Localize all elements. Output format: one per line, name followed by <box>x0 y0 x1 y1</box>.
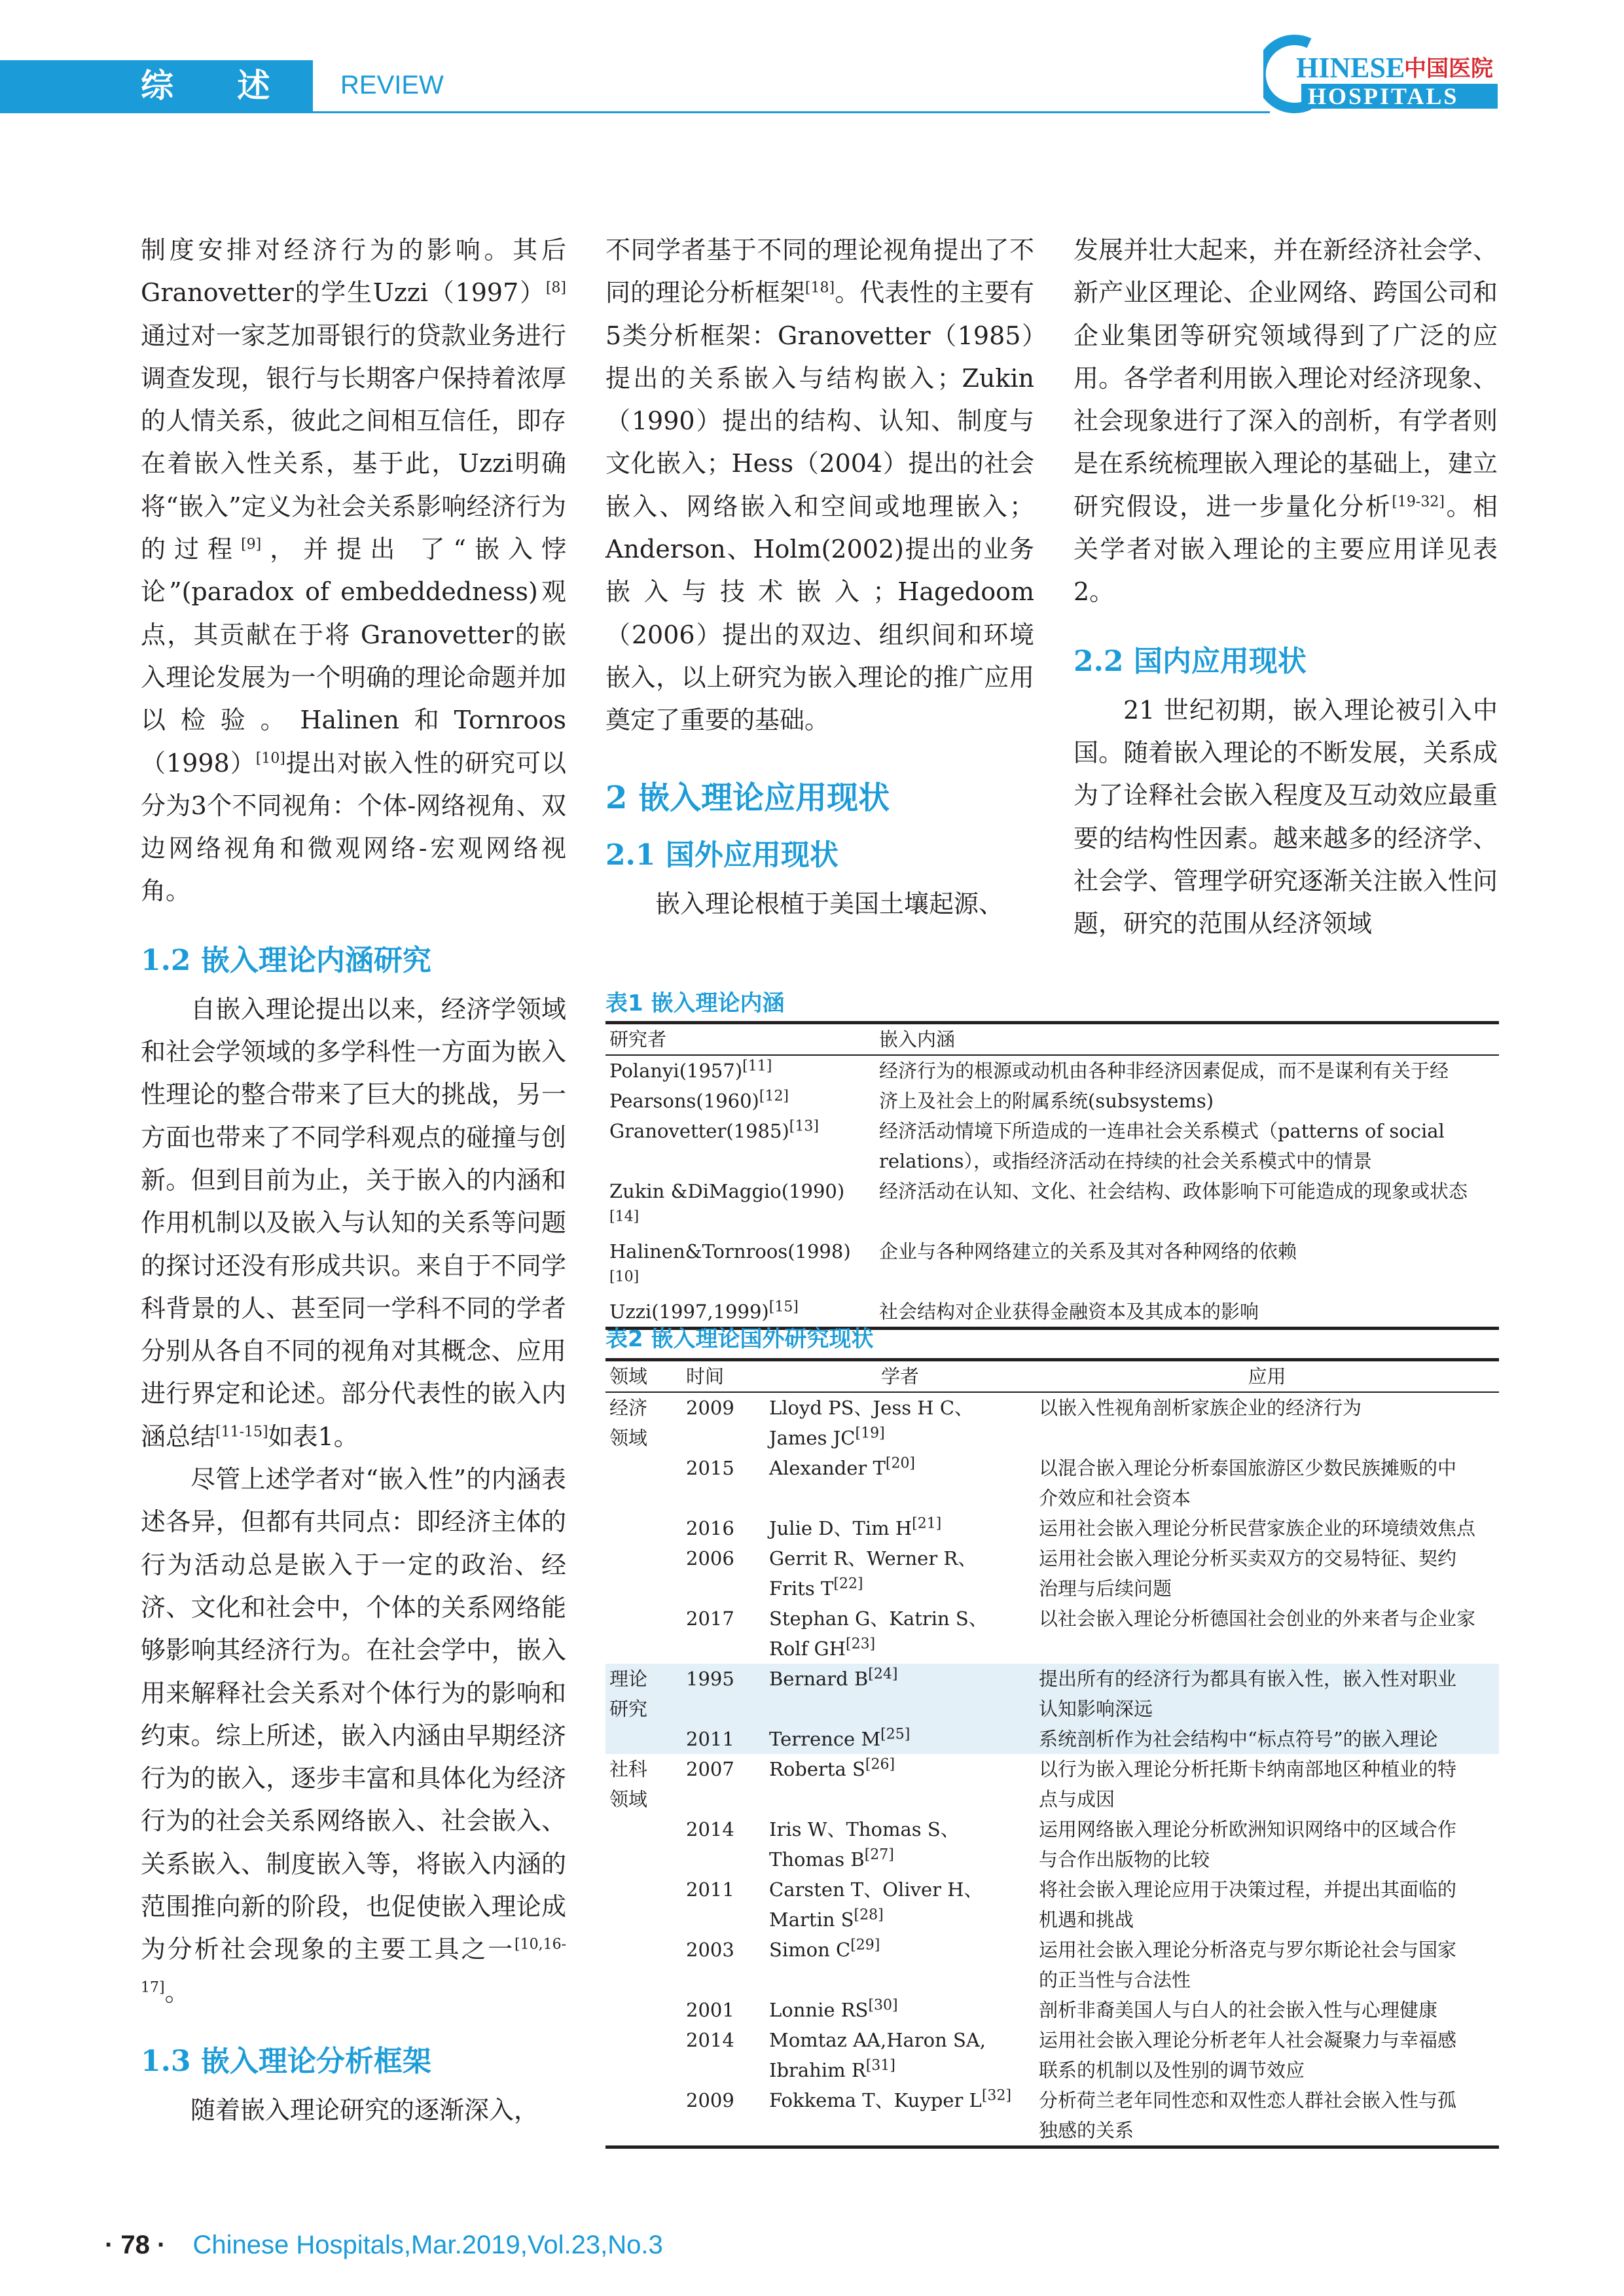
table-cell-field <box>605 1604 682 1634</box>
table-row <box>605 1754 1499 1784</box>
table-cell-meaning: 社会结构对企业获得金融资本及其成本的影响 <box>879 1300 1259 1323</box>
table-cell-application: 以嵌入性视角剖析家族企业的经济行为 <box>1039 1397 1362 1419</box>
table-cell-year: 2001 <box>686 1999 734 2021</box>
table-cell-field <box>605 1965 682 1995</box>
table-cell-scholar: Simon C[29] <box>769 1937 880 1961</box>
table-cell-meaning: relations），或指经济活动在持续的社会关系模式中的情景 <box>879 1150 1373 1172</box>
logo-text-cn: 中国医院 <box>1404 56 1493 82</box>
table-header: 时间 <box>682 1360 765 1393</box>
table-cell-year <box>682 1784 765 1814</box>
table-cell-scholar: Frits T[22] <box>769 1575 863 1600</box>
paragraph: 不同学者基于不同的理论视角提出了不同的理论分析框架[18]。代表性的主要有5类分析框架：Granovetter（1985）提出的关系嵌入与结构嵌入；Zukin（1990）提出的结构、认知、制度与文化嵌入；Hess（2004）提出的社会嵌入、网络嵌入和空间或地理嵌入；Anderson、Holm(2002)提出的业务嵌入与技术嵌入；Hagedoom（2006）提出的双边、组织间和环境嵌入，以上研究为嵌入理论的推广应用奠定了重要的基础。 <box>605 236 1034 735</box>
table-row <box>605 1844 1499 1874</box>
table-cell-application: 以混合嵌入理论分析泰国旅游区少数民族摊贩的中 <box>1039 1457 1457 1479</box>
paragraph: 制度安排对经济行为的影响。其后Granovetter的学生Uzzi（1997）[8]通过对一家芝加哥银行的贷款业务进行调查发现，银行与长期客户保持着浓厚的人情关系，彼此之间相互信任，即存在着嵌入性关系，基于此，Uzzi明确将“嵌入”定义为社会关系影响经济行为的过程[9]，并提出 了“嵌入悖论”(paradox of embeddedness)观点，其贡献在于将 Granovetter的嵌入理论发展为一个明确的理论命题并加以检验。Halinen和Tornroos（1998）[10]提出对嵌入性的研究可以分为3个不同视角：个体-网络视角、双边网络视角和微观网络-宏观网络视角。 <box>141 236 566 906</box>
table-row <box>605 1935 1499 1965</box>
table-cell-field <box>605 2115 682 2147</box>
table-cell-field <box>605 1995 682 2025</box>
table-cell-field: 研究 <box>605 1694 682 1724</box>
table-cell-field: 社科 <box>609 1758 648 1780</box>
table-cell-year: 2009 <box>686 1397 734 1419</box>
table-cell-researcher: Halinen&Tornroos(1998)[10] <box>609 1240 851 1285</box>
table-cell-scholar: Bernard B[24] <box>765 1664 1035 1694</box>
table-cell-field <box>605 1453 682 1483</box>
table-cell-scholar: Lonnie RS[30] <box>769 1997 898 2021</box>
table-cell-field <box>605 1634 682 1664</box>
paragraph: 21 世纪初期，嵌入理论被引入中国。随着嵌入理论的不断发展，关系成为了诠释社会嵌入程度及互动效应最重要的结构性因素。越来越多的经济学、社会学、管理学研究逐渐关注嵌入性问题，研究的范围从经济领域 <box>1074 695 1498 939</box>
table-row <box>605 1724 1499 1754</box>
table-cell-scholar: Momtaz AA,Haron SA, <box>769 2029 986 2051</box>
table-row <box>605 1814 1499 1844</box>
table-cell-scholar: Stephan G、Katrin S、 <box>769 1607 988 1630</box>
table-cell-scholar: Fokkema T、Kuyper L[32] <box>769 2087 1011 2111</box>
paragraph: 嵌入理论根植于美国土壤起源、 <box>655 889 1004 918</box>
table-cell-year: 2011 <box>682 1724 765 1754</box>
table-cell-field <box>605 2085 682 2115</box>
table-row <box>605 1392 1499 1423</box>
logo-text-bottom: HOSPITALS <box>1308 83 1459 109</box>
table-header: 学者 <box>765 1360 1035 1393</box>
table-cell-application <box>1035 1423 1499 1453</box>
table-cell-application: 运用社会嵌入理论分析买卖双方的交易特征、契约 <box>1039 1547 1457 1570</box>
table-cell-researcher: Polanyi(1957)[11] <box>609 1058 772 1082</box>
table-cell-field <box>605 1844 682 1874</box>
table-cell-meaning: 企业与各种网络建立的关系及其对各种网络的依赖 <box>879 1240 1297 1263</box>
section-heading-2-2: 2.2 国内应用现状 <box>1074 644 1307 678</box>
table-2 <box>605 1358 1499 2149</box>
table-cell-field <box>605 1513 682 1543</box>
table-cell-scholar: Thomas B[27] <box>769 1846 894 1871</box>
table-row <box>605 1116 1499 1146</box>
table-row <box>605 1423 1499 1453</box>
table-cell-field <box>605 2055 682 2085</box>
table-cell-scholar: Carsten T、Oliver H、 <box>769 1878 983 1901</box>
table-cell-field: 领域 <box>609 1427 648 1449</box>
table-header: 研究者 <box>605 1023 875 1056</box>
table-cell-meaning: 经济活动情境下所造成的一连串社会关系模式（patterns of social <box>879 1120 1445 1142</box>
table-header: 嵌入内涵 <box>875 1023 1499 1056</box>
section-label-cn: 综 述 <box>141 67 297 105</box>
table-cell-application: 提出所有的经济行为都具有嵌入性，嵌入性对职业 <box>1035 1664 1499 1694</box>
paragraph: 发展并壮大起来，并在新经济社会学、新产业区理论、企业网络、跨国公司和企业集团等研究领域得到了广泛的应用。各学者利用嵌入理论对经济现象、社会现象进行了深入的剖析，有学者则是在系统梳理嵌入理论的基础上，建立研究假设，进一步量化分析[19-32]。相关学者对嵌入理论的主要应用详见表2。 <box>1074 236 1498 607</box>
table-cell-year <box>682 1694 765 1724</box>
table-cell-application: 分析荷兰老年同性恋和双性恋人群社会嵌入性与孤 <box>1039 2089 1457 2111</box>
table-cell-year: 2011 <box>686 1878 734 1901</box>
column-2 <box>605 229 1034 925</box>
table-cell-field <box>605 1814 682 1844</box>
table-row <box>605 1694 1499 1724</box>
table-cell-year <box>682 1423 765 1453</box>
table-cell-year: 2016 <box>686 1517 734 1539</box>
table-row <box>605 1543 1499 1573</box>
table-cell-field <box>605 1483 682 1513</box>
table-row <box>605 1664 1499 1694</box>
table-cell-application: 将社会嵌入理论应用于决策过程，并提出其面临的 <box>1039 1878 1457 1901</box>
table-1 <box>605 1021 1499 1330</box>
table-cell-scholar: Rolf GH[23] <box>769 1636 876 1660</box>
table-cell-scholar: Ibrahim R[31] <box>769 2057 895 2081</box>
table-cell-year <box>682 1905 765 1935</box>
table-cell-year: 2014 <box>686 2029 734 2051</box>
table-cell-application: 介效应和社会资本 <box>1039 1487 1191 1509</box>
table-row <box>605 2055 1499 2085</box>
table-1-caption: 表1 嵌入理论内涵 <box>605 990 785 1016</box>
table-cell-scholar: Julie D、Tim H[21] <box>769 1515 942 1539</box>
table-cell-field: 领域 <box>609 1788 648 1810</box>
table-cell-application: 运用社会嵌入理论分析民营家族企业的环境绩效焦点 <box>1039 1517 1476 1539</box>
section-heading-1-2: 1.2 嵌入理论内涵研究 <box>141 943 431 977</box>
paragraph: 自嵌入理论提出以来，经济学领域和社会学领域的多学科性一方面为嵌入性理论的整合带来了巨大的挑战，另一方面也带来了不同学科观点的碰撞与创新。但到目前为止，关于嵌入的内涵和作用机制以及嵌入与认知的关系等问题的探讨还没有形成共识。来自于不同学科背景的人、甚至同一学科不同的学者分别从各自不同的视角对其概念、应用进行界定和论述。部分代表性的嵌入内涵总结[11-15]如表1。 <box>141 994 566 1451</box>
table-row <box>605 1965 1499 1995</box>
table-cell-scholar: Martin S[28] <box>769 1907 884 1931</box>
table-cell-meaning: 经济行为的根源或动机由各种非经济因素促成，而不是谋利有关于经 <box>879 1060 1449 1082</box>
journal-logo <box>1263 31 1509 117</box>
table-cell-scholar: Iris W、Thomas S、 <box>769 1818 960 1840</box>
table-cell-year: 2003 <box>686 1939 734 1961</box>
table-cell-researcher: Uzzi(1997,1999)[15] <box>609 1299 799 1323</box>
table-cell-application: 剖析非裔美国人与白人的社会嵌入性与心理健康 <box>1039 1999 1438 2021</box>
table-row <box>605 1236 1499 1297</box>
table-cell-meaning: 济上及社会上的附属系统(subsystems) <box>879 1090 1214 1112</box>
table-cell-application: 以社会嵌入理论分析德国社会创业的外来者与企业家 <box>1039 1607 1476 1630</box>
table-cell-application: 运用社会嵌入理论分析洛克与罗尔斯论社会与国家 <box>1039 1939 1457 1961</box>
table-row <box>605 1604 1499 1634</box>
column-1 <box>141 229 566 2132</box>
table-cell-scholar <box>765 2115 1035 2147</box>
table-cell-application: 点与成因 <box>1039 1788 1115 1810</box>
table-cell-field <box>605 1874 682 1905</box>
table-cell-application: 联系的机制以及性别的调节效应 <box>1039 2059 1305 2081</box>
table-cell-application: 运用网络嵌入理论分析欧洲知识网络中的区域合作 <box>1039 1818 1457 1840</box>
table-cell-year: 2009 <box>686 2089 734 2111</box>
table-cell-year <box>682 2115 765 2147</box>
table-cell-scholar: Roberta S[26] <box>769 1756 895 1780</box>
table-row <box>605 1453 1499 1483</box>
table-cell-application: 系统剖析作为社会结构中“标点符号”的嵌入理论 <box>1035 1724 1499 1754</box>
table-row <box>605 1176 1499 1236</box>
table-row <box>605 2085 1499 2115</box>
table-cell-researcher: Zukin &DiMaggio(1990)[14] <box>609 1180 845 1225</box>
table-header: 领域 <box>605 1360 682 1393</box>
table-cell-scholar <box>765 1784 1035 1814</box>
table-cell-researcher: Pearsons(1960)[12] <box>609 1088 789 1112</box>
column-3 <box>1074 229 1498 945</box>
table-cell-application: 与合作出版物的比较 <box>1039 1848 1210 1871</box>
table-cell-year <box>682 1844 765 1874</box>
page-number: · 78 · <box>105 2231 166 2259</box>
paragraph: 尽管上述学者对“嵌入性”的内涵表述各异，但都有共同点：即经济主体的行为活动总是嵌入于一定的政治、经济、文化和社会中，个体的关系网络能够影响其经济行为。在社会学中，嵌入用来解释社会关系对个体行为的影响和约束。综上所述，嵌入内涵由早期经济行为的嵌入，逐步丰富和具体化为经济行为的社会关系网络嵌入、社会嵌入、关系嵌入、制度嵌入等，将嵌入内涵的范围推向新的阶段，也促使嵌入理论成为分析社会现象的主要工具之一[10,16-17]。 <box>141 1465 566 2007</box>
header-rule <box>0 111 1270 113</box>
table-cell-application: 以行为嵌入理论分析托斯卡纳南部地区种植业的特 <box>1039 1758 1457 1780</box>
table-row <box>605 1784 1499 1814</box>
footer <box>105 2225 663 2265</box>
table-row <box>605 2025 1499 2055</box>
table-cell-year <box>682 2055 765 2085</box>
section-heading-2-1: 2.1 国外应用现状 <box>605 838 839 872</box>
table-cell-year <box>682 1483 765 1513</box>
table-cell-application: 独感的关系 <box>1039 2119 1134 2142</box>
paragraph: 随着嵌入理论研究的逐渐深入， <box>190 2095 539 2125</box>
table-row <box>605 1146 1499 1176</box>
table-row <box>605 1513 1499 1543</box>
table-cell-application: 的正当性与合法性 <box>1039 1969 1191 1991</box>
table-cell-researcher: Granovetter(1985)[13] <box>609 1118 819 1142</box>
table-cell-scholar <box>765 1694 1035 1724</box>
section-heading-2: 2 嵌入理论应用现状 <box>605 779 890 816</box>
table-row <box>605 1634 1499 1664</box>
table-cell-application: 治理与后续问题 <box>1039 1577 1172 1600</box>
table-cell-meaning: 经济活动在认知、文化、社会结构、政体影响下可能造成的现象或状态 <box>879 1180 1468 1202</box>
table-row <box>605 1086 1499 1116</box>
table-cell-field: 理论 <box>605 1664 682 1694</box>
table-header: 应用 <box>1035 1360 1499 1393</box>
table-cell-application <box>1035 1634 1499 1664</box>
table-cell-application: 机遇和挑战 <box>1039 1909 1134 1931</box>
table-row <box>605 1995 1499 2025</box>
table-cell-field <box>605 1573 682 1604</box>
section-heading-1-3: 1.3 嵌入理论分析框架 <box>141 2044 431 2078</box>
table-row <box>605 1874 1499 1905</box>
table-cell-scholar: Lloyd PS、Jess H C、 <box>769 1397 974 1419</box>
section-label-en: REVIEW <box>340 71 444 99</box>
table-cell-year: 2006 <box>686 1547 734 1570</box>
logo-text-top: HINESE <box>1296 52 1405 84</box>
table-cell-field <box>605 1724 682 1754</box>
table-2-caption: 表2 嵌入理论国外研究现状 <box>605 1326 874 1352</box>
table-cell-application: 运用社会嵌入理论分析老年人社会凝聚力与幸福感 <box>1039 2029 1457 2051</box>
table-cell-year <box>682 1965 765 1995</box>
table-cell-field <box>605 2025 682 2055</box>
table-cell-year: 1995 <box>682 1664 765 1694</box>
table-cell-scholar: Gerrit R、Werner R、 <box>769 1547 977 1570</box>
table-cell-year <box>682 1573 765 1604</box>
journal-citation: Chinese Hospitals,Mar.2019,Vol.23,No.3 <box>192 2231 663 2259</box>
table-cell-year <box>682 1634 765 1664</box>
table-row <box>605 1055 1499 1086</box>
table-cell-field <box>605 1543 682 1573</box>
table-cell-field <box>605 1935 682 1965</box>
table-cell-year: 2007 <box>686 1758 734 1780</box>
table-cell-year: 2014 <box>686 1818 734 1840</box>
table-cell-field <box>605 1905 682 1935</box>
table-row <box>605 1483 1499 1513</box>
table-cell-scholar: Alexander T[20] <box>769 1455 916 1479</box>
table-cell-application: 认知影响深远 <box>1035 1694 1499 1724</box>
table-cell-year: 2015 <box>686 1457 734 1479</box>
table-cell-scholar <box>765 1965 1035 1995</box>
table-cell-scholar: Terrence M[25] <box>765 1724 1035 1754</box>
table-cell-scholar: James JC[19] <box>769 1425 885 1449</box>
table-row <box>605 2115 1499 2147</box>
table-cell-field: 经济 <box>609 1397 648 1419</box>
table-row <box>605 1573 1499 1604</box>
table-cell-researcher <box>605 1146 875 1176</box>
table-cell-year: 2017 <box>686 1607 734 1630</box>
table-row <box>605 1905 1499 1935</box>
table-cell-scholar <box>765 1483 1035 1513</box>
